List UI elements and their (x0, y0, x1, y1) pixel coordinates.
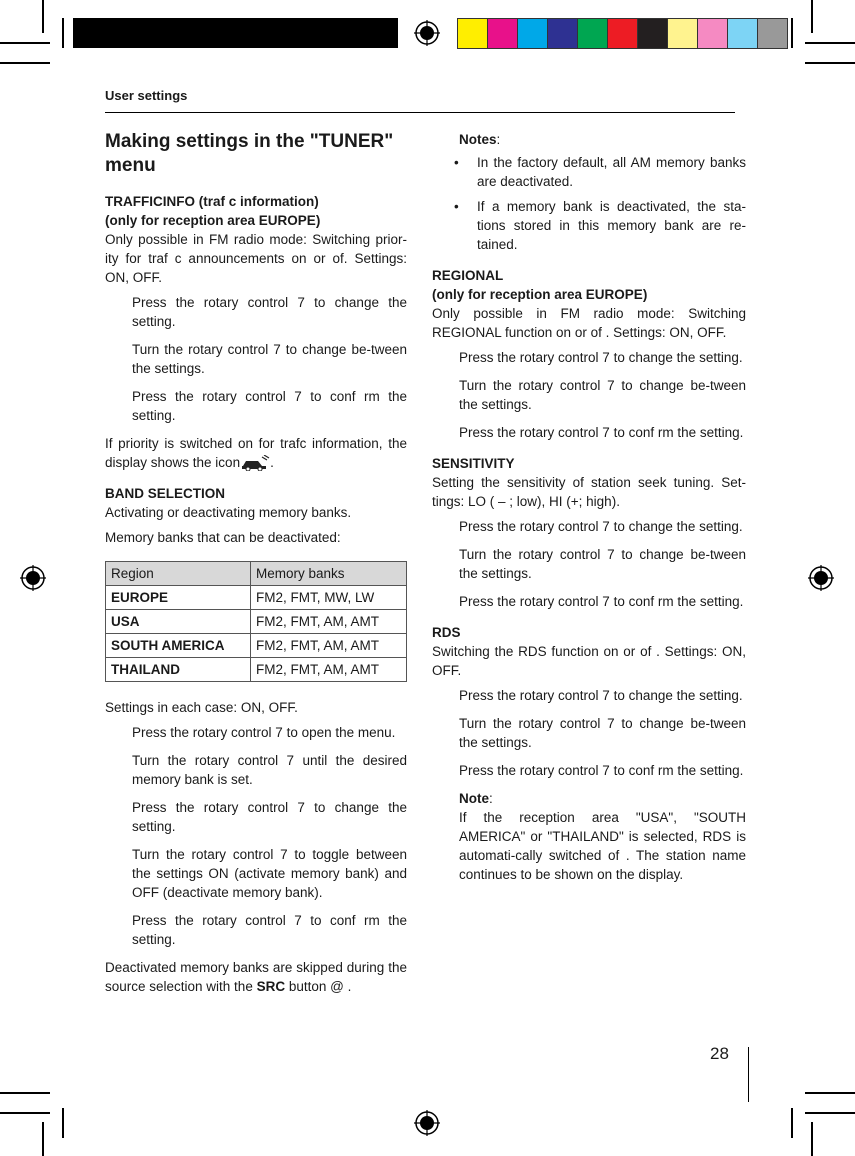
traffic-step: Press the rotary control 7 to conf rm the setting. (132, 389, 407, 423)
color-swatch (757, 18, 788, 49)
traffic-heading-close: ) (314, 194, 319, 209)
sensitivity-heading: SENSITIVITY (432, 456, 515, 471)
band-settings: Settings in each case: ON, OFF. (105, 700, 298, 715)
page-title: Making settings in the "TUNER" menu (105, 131, 394, 176)
regional-subheading: (only for reception area EUROPE) (432, 287, 648, 302)
table-cell-banks: FM2, FMT, AM, AMT (250, 658, 406, 682)
registration-mark-icon (808, 565, 834, 591)
page-number-rule (748, 1047, 749, 1102)
color-swatches (458, 18, 788, 48)
traffic-after-text: If priority is switched on for trafc information, the display shows the icon (105, 436, 407, 470)
table-cell-region: EUROPE (106, 586, 251, 610)
list-item (432, 197, 746, 254)
table-cell-region: USA (106, 610, 251, 634)
right-column (432, 130, 746, 893)
band-final-end: button @ . (285, 979, 352, 994)
table-cell-banks: FM2, FMT, AM, AMT (250, 610, 406, 634)
note-text: If a memory bank is deactivated, the sta-tions stored in this memory bank are re-tained. (477, 199, 746, 252)
rds-note-heading-text: Note (459, 791, 489, 806)
rds-step: Press the rotary control 7 to change the setting. (459, 688, 743, 703)
table-header: Memory banks (250, 562, 406, 586)
traffic-step: Press the rotary control 7 to change the setting. (132, 295, 407, 329)
color-swatch (457, 18, 488, 49)
color-swatch (667, 18, 698, 49)
regional-intro: Only possible in FM radio mode: Switching REGIONAL function on or of . Settings: ON, OFF. (432, 306, 746, 340)
table-cell-region: THAILAND (106, 658, 251, 682)
color-swatch (727, 18, 758, 49)
traffic-heading-bold: traf c information (203, 194, 315, 209)
list-item (432, 153, 746, 191)
band-step: Press the rotary control 7 to change the setting. (132, 800, 407, 834)
table-row (106, 586, 407, 610)
band-final (105, 958, 407, 996)
regional-step: Turn the rotary control 7 to change be-tween the settings. (459, 378, 746, 412)
color-swatch (607, 18, 638, 49)
sensitivity-intro: Setting the sensitivity of station seek tuning. Set-tings: LO ( – ; low), HI (+; high). (432, 475, 746, 509)
traffic-heading (105, 192, 407, 211)
band-step: Press the rotary control 7 to conf rm the setting. (132, 913, 407, 947)
band-step: Turn the rotary control 7 until the desired memory bank is set. (132, 753, 407, 787)
traffic-car-icon (240, 455, 270, 471)
sensitivity-step: Turn the rotary control 7 to change be-tween the settings. (459, 547, 746, 581)
bullet-icon: • (454, 155, 459, 170)
color-swatch (577, 18, 608, 49)
rds-step: Turn the rotary control 7 to change be-tween the settings. (459, 716, 746, 750)
note-text: In the factory default, all AM memory banks are deactivated. (477, 155, 746, 189)
table-cell-banks: FM2, FMT, AM, AMT (250, 634, 406, 658)
rds-note-colon: : (489, 791, 493, 806)
traffic-heading-text: TRAFFICINFO ( (105, 194, 204, 209)
registration-mark-icon (414, 20, 440, 46)
color-swatch (517, 18, 548, 49)
notes-heading (459, 130, 746, 149)
registration-mark-icon (20, 565, 46, 591)
bullet-icon: • (454, 199, 459, 214)
color-swatch (487, 18, 518, 49)
traffic-subheading-text: only for reception area EUROPE (109, 213, 316, 228)
sensitivity-step: Press the rotary control 7 to conf rm the setting. (459, 594, 744, 609)
table-header-row (106, 562, 407, 586)
table-row (106, 634, 407, 658)
registration-mark-icon (414, 1110, 440, 1136)
notes-colon: : (496, 132, 501, 147)
table-row (106, 610, 407, 634)
color-swatch (637, 18, 668, 49)
rds-intro: Switching the RDS function on or of . Settings: ON, OFF. (432, 644, 746, 678)
table-row (106, 658, 407, 682)
rds-heading: RDS (432, 625, 461, 640)
color-swatch (697, 18, 728, 49)
table-cell-banks: FM2, FMT, MW, LW (250, 586, 406, 610)
notes-list (432, 153, 746, 254)
regional-subheading-text: only for reception area EUROPE (436, 287, 643, 302)
running-header: User settings (105, 88, 188, 103)
print-black-bar (73, 18, 398, 48)
traffic-subheading: (only for reception area EUROPE) (105, 213, 321, 228)
page-number: 28 (710, 1044, 729, 1063)
band-step: Press the rotary control 7 to open the menu. (132, 725, 396, 740)
memory-bank-table (105, 561, 407, 682)
traffic-intro: Only possible in FM radio mode: Switching prior-ity for traf c announcements on or of. Settings: ON, OFF. (105, 232, 407, 285)
table-header: Region (106, 562, 251, 586)
left-column (105, 130, 407, 1002)
regional-step: Press the rotary control 7 to change the setting. (459, 350, 743, 365)
rds-step: Press the rotary control 7 to conf rm the setting. (459, 763, 744, 778)
band-final-text: Deactivated memory banks are skipped during the source selection with the (105, 960, 407, 994)
rds-note-heading (459, 789, 746, 808)
table-cell-region: SOUTH AMERICA (106, 634, 251, 658)
band-p2: Memory banks that can be deactivated: (105, 530, 341, 545)
sensitivity-step: Press the rotary control 7 to change the setting. (459, 519, 743, 534)
band-p1: Activating or deactivating memory banks. (105, 505, 352, 520)
regional-heading: REGIONAL (432, 268, 504, 283)
traffic-after-end: . (270, 455, 274, 470)
rds-note: If the reception area "USA", "SOUTH AMERICA" or "THAILAND" is selected, RDS is automati-cally switched of . The station name continues to be shown on the display. (459, 810, 746, 882)
band-heading: BAND SELECTION (105, 486, 226, 501)
header-rule (105, 112, 735, 113)
traffic-step: Turn the rotary control 7 to change be-tween the settings. (132, 342, 407, 376)
notes-heading-text: Notes (459, 132, 497, 147)
regional-step: Press the rotary control 7 to conf rm the setting. (459, 425, 744, 440)
traffic-after (105, 434, 407, 472)
color-swatch (547, 18, 578, 49)
src-label: SRC (256, 979, 286, 994)
band-step: Turn the rotary control 7 to toggle between the settings ON (activate memory bank) and OFF (deactivate memory bank). (132, 847, 407, 900)
